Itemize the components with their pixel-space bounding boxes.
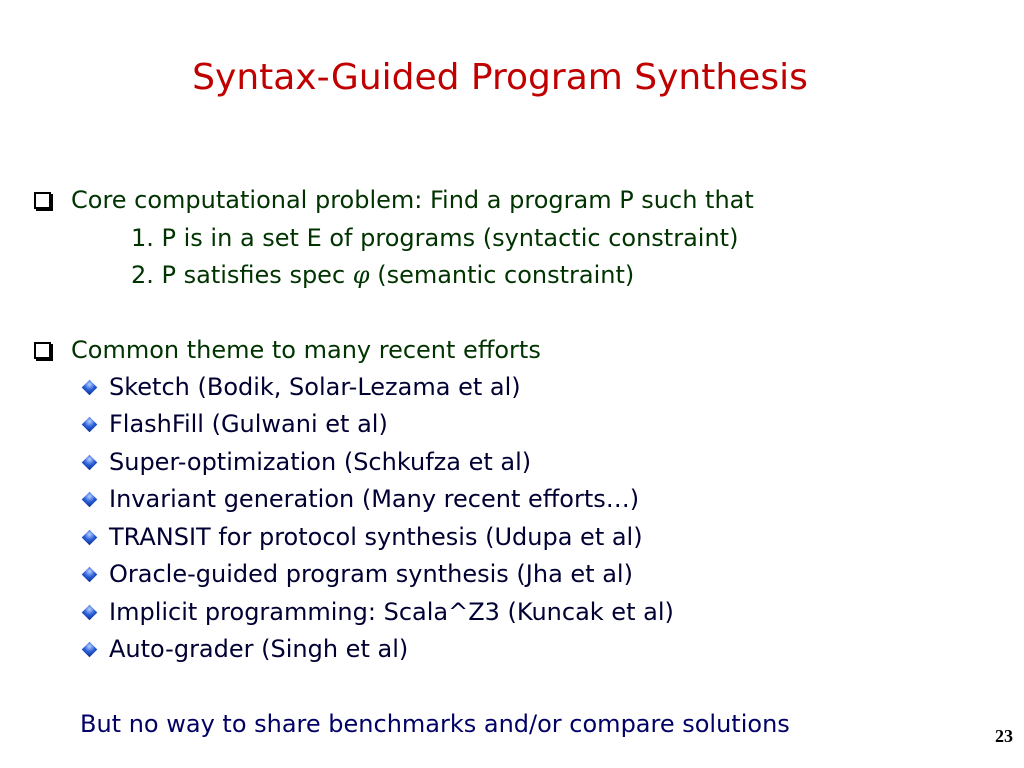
diamond-bullet-icon [82, 416, 98, 432]
page-number: 23 [995, 726, 1013, 746]
numbered-item-text: (semantic constraint) [369, 261, 635, 289]
diamond-bullet-icon [82, 529, 98, 545]
list-item-text: Auto-grader (Singh et al) [109, 635, 409, 663]
square-bullet-icon [34, 192, 51, 209]
list-item-text: Super-optimization (Schkufza et al) [109, 448, 532, 476]
bullet-common-theme [34, 335, 541, 365]
phi-symbol: φ [352, 261, 370, 289]
diamond-bullet-icon [82, 604, 98, 620]
bullet-text: Core computational problem: Find a program P such that [71, 186, 754, 214]
list-item [82, 634, 408, 664]
list-item-text: FlashFill (Gulwani et al) [109, 410, 388, 438]
square-bullet-icon [34, 342, 51, 359]
list-item [82, 597, 674, 627]
footer-statement: But no way to share benchmarks and/or compare solutions [80, 710, 790, 738]
diamond-bullet-icon [82, 379, 98, 395]
diamond-bullet-icon [82, 566, 98, 582]
diamond-bullet-icon [82, 641, 98, 657]
list-item [82, 372, 521, 402]
bullet-text: Common theme to many recent efforts [71, 336, 541, 364]
list-item-text: TRANSIT for protocol synthesis (Udupa et al) [109, 523, 643, 551]
list-item-text: Implicit programming: Scala^Z3 (Kuncak et al) [109, 598, 674, 626]
list-item-text: Invariant generation (Many recent efforts…) [109, 485, 640, 513]
bullet-core-problem [34, 185, 754, 215]
numbered-item-2 [131, 260, 634, 290]
list-item-text: Oracle-guided program synthesis (Jha et al) [109, 560, 633, 588]
list-item [82, 409, 388, 439]
numbered-item-1: 1. P is in a set E of programs (syntactic constraint) [131, 224, 739, 252]
diamond-bullet-icon [82, 454, 98, 470]
numbered-item-text: 2. P satisfies spec [131, 261, 353, 289]
slide-title: Syntax-Guided Program Synthesis [192, 57, 808, 98]
list-item [82, 522, 643, 552]
list-item [82, 484, 639, 514]
diamond-bullet-icon [82, 491, 98, 507]
list-item-text: Sketch (Bodik, Solar-Lezama et al) [109, 373, 521, 401]
list-item [82, 447, 531, 477]
list-item [82, 559, 633, 589]
